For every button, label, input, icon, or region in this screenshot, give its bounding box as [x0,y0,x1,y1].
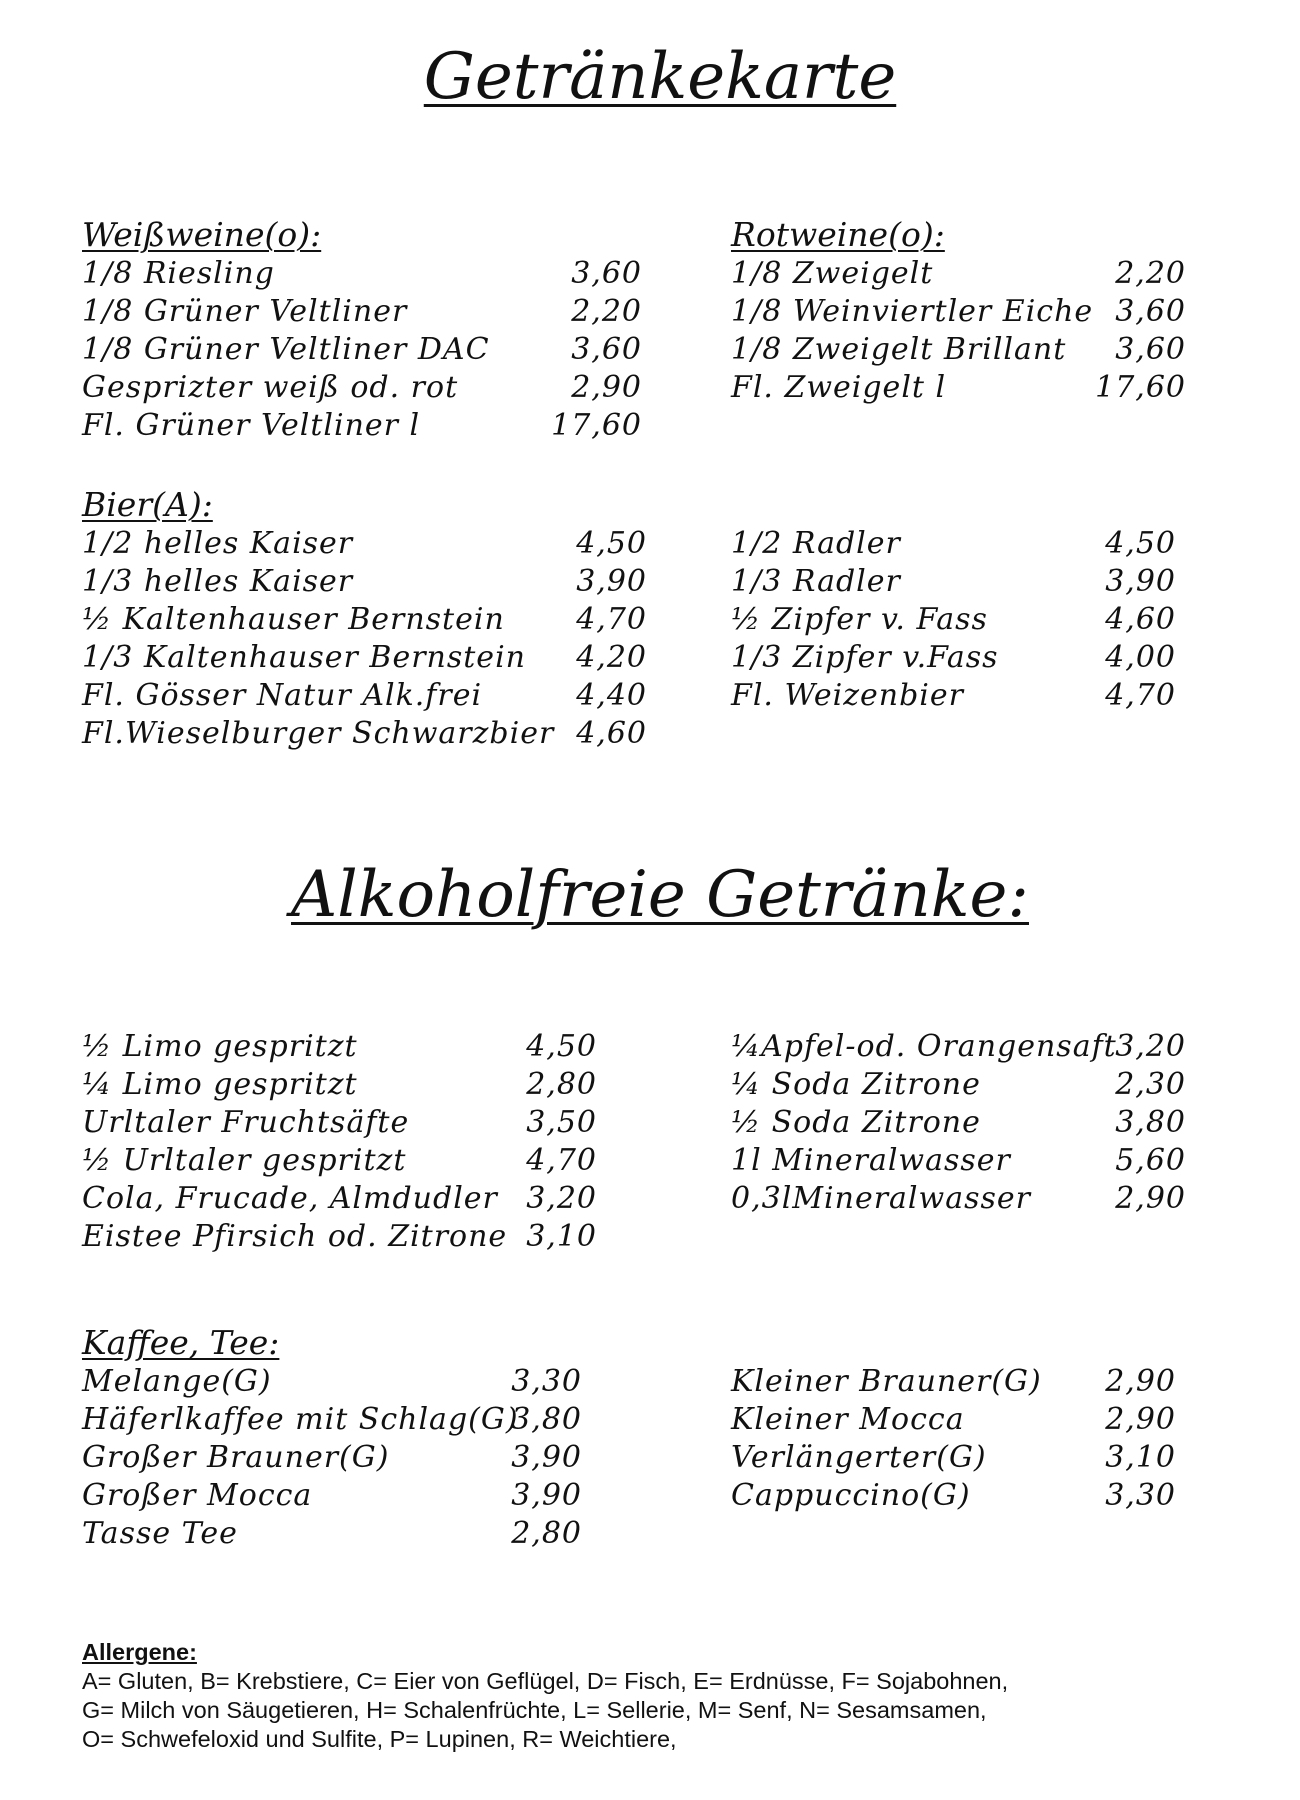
item-price: 3,20 [1115,1029,1186,1064]
menu-item [82,369,642,407]
item-name: 1/2 Radler [731,526,901,561]
item-price: 2,90 [1105,1402,1176,1437]
item-name: Fl. Weizenbier [731,678,964,713]
section-heading: Rotweine(o): [731,215,945,254]
item-price: 4,60 [1105,602,1176,637]
allergen-heading: Allergene: [82,1639,197,1665]
item-price: 2,80 [526,1067,597,1102]
item-name: 1/8 Riesling [82,256,275,291]
item-name: Gesprizter weiß od. rot [82,370,459,405]
item-price: 2,90 [1115,1181,1186,1216]
item-price: 17,60 [1095,370,1186,405]
menu-item [82,1142,597,1180]
item-name: Kleiner Mocca [731,1402,965,1437]
menu-item [731,1028,1186,1066]
menu-item [731,1104,1186,1142]
menu-item [731,1401,1176,1439]
item-price: 3,60 [571,332,642,367]
item-name: Kleiner Brauner(G) [731,1364,1042,1399]
item-price: 2,20 [1115,256,1186,291]
menu-item [731,369,1186,407]
section-rotweine [731,215,1186,407]
item-name: Häferlkaffee mit Schlag(G) [82,1402,519,1437]
item-price: 3,80 [1115,1105,1186,1140]
menu-item [82,255,642,293]
menu-item [82,1363,582,1401]
allergen-legend [82,1638,1262,1754]
menu-item [731,331,1186,369]
item-price: 4,50 [526,1029,597,1064]
menu-item [731,639,1176,677]
item-price: 4,50 [576,526,647,561]
section-kaffee-right [731,1363,1176,1515]
item-price: 3,80 [511,1402,582,1437]
item-name: 1l Mineralwasser [731,1143,1011,1178]
item-name: 1/8 Weinviertler Eiche [731,294,1094,329]
item-name: ½ Zipfer v. Fass [731,602,988,637]
item-name: 1/2 helles Kaiser [82,526,354,561]
item-name: Fl. Zweigelt l [731,370,947,405]
item-name: 1/3 Radler [731,564,901,599]
item-price: 3,90 [511,1440,582,1475]
item-price: 2,90 [1105,1364,1176,1399]
section-title-alkoholfrei: Alkoholfreie Getränke: [291,858,1029,932]
item-name: Eistee Pfirsich od. Zitrone [82,1219,508,1254]
menu-item [82,1028,597,1066]
item-name: Großer Mocca [82,1478,313,1513]
item-price: 5,60 [1115,1143,1186,1178]
allergen-line: A= Gluten, B= Krebstiere, C= Eier von Geflügel, D= Fisch, E= Erdnüsse, F= Sojabohnen, [82,1668,1009,1694]
item-price: 4,70 [1105,678,1176,713]
item-name: Cola, Frucade, Almdudler [82,1181,498,1216]
item-name: Melange(G) [82,1364,272,1399]
item-price: 3,20 [526,1181,597,1216]
menu-item [731,1180,1186,1218]
item-price: 4,20 [576,640,647,675]
item-price: 4,70 [576,602,647,637]
item-price: 3,10 [526,1219,597,1254]
item-name: ½ Kaltenhauser Bernstein [82,602,505,637]
menu-item [82,563,647,601]
menu-item [731,563,1176,601]
item-name: ½ Soda Zitrone [731,1105,981,1140]
menu-item [82,1104,597,1142]
item-name: Großer Brauner(G) [82,1440,390,1475]
item-name: 1/8 Grüner Veltliner DAC [82,332,490,367]
menu-item [731,1439,1176,1477]
menu-item [82,293,642,331]
item-name: Urltaler Fruchtsäfte [82,1105,410,1140]
menu-item [731,525,1176,563]
section-bier-right [731,525,1176,715]
item-price: 2,20 [571,294,642,329]
item-name: 1/8 Zweigelt Brillant [731,332,1067,367]
item-name: ¼Apfel-od. Orangensaft [731,1029,1117,1064]
menu-item [731,1066,1186,1104]
menu-item [731,255,1186,293]
item-price: 4,70 [526,1143,597,1178]
item-price: 3,90 [576,564,647,599]
menu-item [731,601,1176,639]
item-price: 3,30 [511,1364,582,1399]
item-price: 2,30 [1115,1067,1186,1102]
allergen-line: G= Milch von Säugetieren, H= Schalenfrüchte, L= Sellerie, M= Senf, N= Sesamsamen, [82,1697,987,1723]
menu-item [82,715,647,753]
item-name: 1/3 Zipfer v.Fass [731,640,999,675]
item-name: Fl. Gösser Natur Alk.frei [82,678,483,713]
menu-item [731,1477,1176,1515]
item-price: 3,90 [511,1478,582,1513]
menu-item [731,293,1186,331]
section-kaffee-left [82,1323,582,1553]
section-weissweine [82,215,642,445]
item-name: ¼ Limo gespritzt [82,1067,358,1102]
allergen-line: O= Schwefeloxid und Sulfite, P= Lupinen, R= Weichtiere, [82,1726,677,1752]
menu-item [82,1180,597,1218]
item-price: 4,50 [1105,526,1176,561]
item-name: 1/8 Zweigelt [731,256,934,291]
menu-item [82,331,642,369]
item-price: 3,90 [1105,564,1176,599]
item-price: 2,90 [571,370,642,405]
item-name: Fl.Wieselburger Schwarzbier [82,716,555,751]
item-price: 17,60 [551,408,642,443]
menu-item [82,1515,582,1553]
item-name: ¼ Soda Zitrone [731,1067,981,1102]
item-price: 2,80 [511,1516,582,1551]
item-price: 3,50 [526,1105,597,1140]
menu-item [82,1477,582,1515]
item-price: 3,30 [1105,1478,1176,1513]
item-name: ½ Limo gespritzt [82,1029,358,1064]
item-price: 4,40 [576,678,647,713]
section-alkoholfrei-right [731,1028,1186,1218]
menu-item [82,639,647,677]
menu-item [731,1142,1186,1180]
item-price: 4,60 [576,716,647,751]
menu-item [82,1401,582,1439]
item-name: Fl. Grüner Veltliner l [82,408,421,443]
item-name: 1/3 Kaltenhauser Bernstein [82,640,526,675]
item-name: ½ Urltaler gespritzt [82,1143,407,1178]
item-name: Verlängerter(G) [731,1440,987,1475]
menu-item [731,1363,1176,1401]
section-heading: Weißweine(o): [82,215,322,254]
menu-item [82,1066,597,1104]
menu-item [82,677,647,715]
section-bier-left [82,485,647,753]
menu-item [82,407,642,445]
item-price: 3,60 [571,256,642,291]
item-price: 3,60 [1115,294,1186,329]
item-price: 4,00 [1105,640,1176,675]
section-heading: Bier(A): [82,485,213,524]
menu-item [82,601,647,639]
item-name: Tasse Tee [82,1516,238,1551]
menu-item [82,1439,582,1477]
item-name: 1/8 Grüner Veltliner [82,294,408,329]
menu-item [731,677,1176,715]
item-name: 0,3lMineralwasser [731,1181,1031,1216]
item-price: 3,10 [1105,1440,1176,1475]
menu-item [82,1218,597,1256]
item-price: 3,60 [1115,332,1186,367]
item-name: 1/3 helles Kaiser [82,564,354,599]
section-heading: Kaffee, Tee: [82,1323,280,1362]
menu-item [82,525,647,563]
section-alkoholfrei-left [82,1028,597,1256]
page-title: Getränkekarte [423,40,897,114]
item-name: Cappuccino(G) [731,1478,971,1513]
